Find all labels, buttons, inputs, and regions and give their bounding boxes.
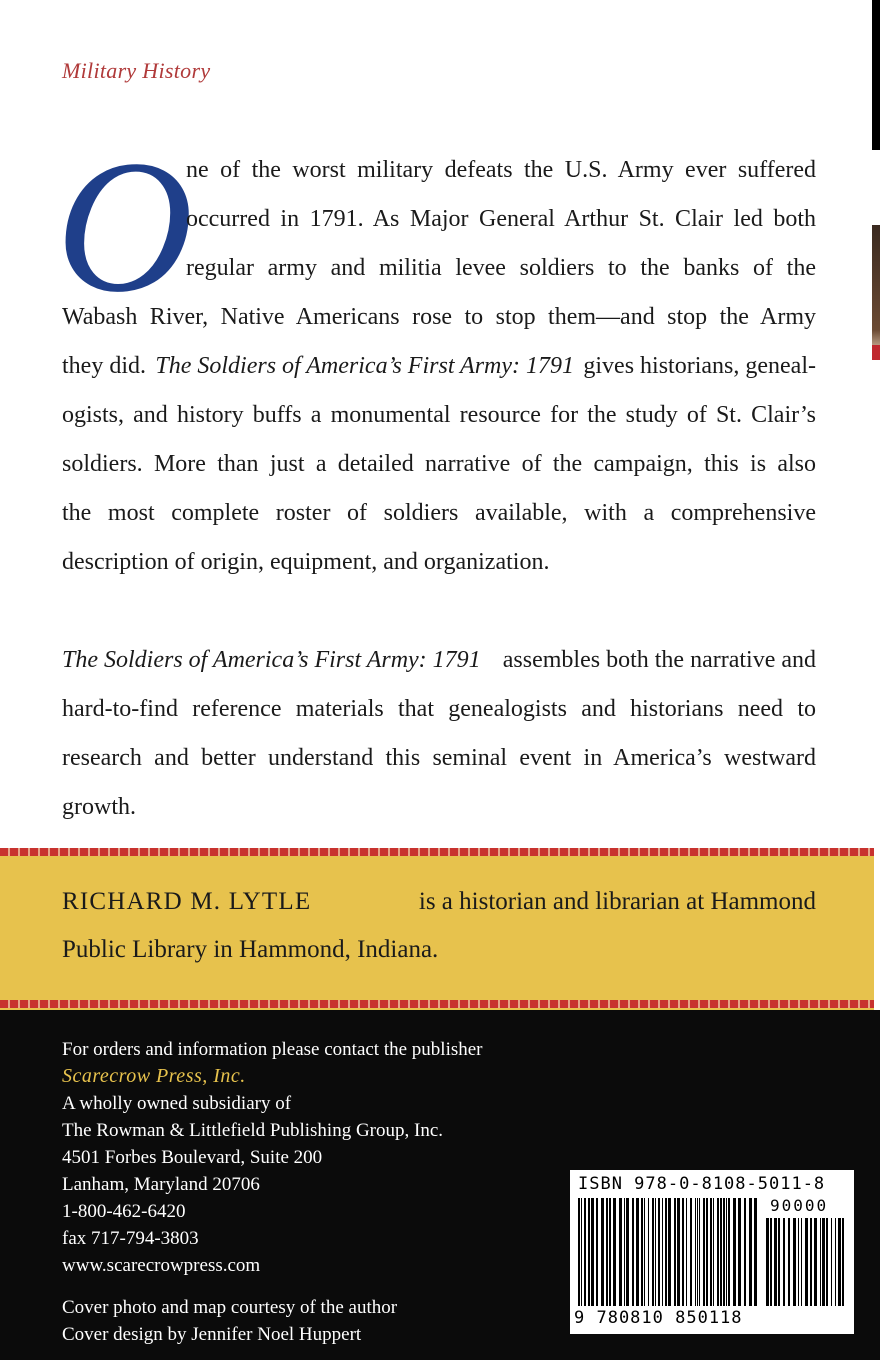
desc-fragment: assembles both the narrative and (502, 647, 816, 673)
barcode-bar (778, 1218, 780, 1306)
ean-digits: 9 780810 850118 (574, 1308, 743, 1328)
barcode-bar (744, 1198, 746, 1306)
barcode-bars-addon (766, 1218, 846, 1306)
desc-line: Wabash River, Native Americans rose to stop them—and stop the Army (62, 304, 816, 330)
desc-line: the most complete roster of soldiers available, with a comprehensive (62, 500, 816, 526)
barcode-bar (644, 1198, 645, 1306)
desc-line: soldiers. More than just a detailed narrative of the campaign, this is also (62, 451, 816, 477)
description-paragraph-2 (62, 636, 816, 832)
barcode-bar (788, 1218, 790, 1306)
isbn-label: ISBN 978-0-8108-5011-8 (578, 1174, 826, 1194)
barcode-bar (668, 1198, 671, 1306)
barcode-bar (581, 1198, 582, 1306)
barcode-bar (706, 1198, 708, 1306)
barcode-bar (674, 1198, 676, 1306)
publisher-fax: fax 717-794-3803 (62, 1228, 199, 1249)
publisher-line: 4501 Forbes Boulevard, Suite 200 (62, 1147, 323, 1168)
barcode-bar (717, 1198, 719, 1306)
desc-line: description of origin, equipment, and organization. (62, 549, 550, 575)
publisher-line: The Rowman & Littlefield Publishing Group, Inc. (62, 1120, 444, 1141)
publisher-phone: 1-800-462-6420 (62, 1201, 186, 1222)
barcode-bar (774, 1218, 777, 1306)
barcode-bar (609, 1198, 611, 1306)
barcode-bar (838, 1218, 841, 1306)
barcode-bar (770, 1218, 772, 1306)
barcode-bar (826, 1218, 828, 1306)
band-border-top (0, 848, 874, 856)
desc-line-mixed (62, 636, 816, 685)
barcode-bar (728, 1198, 730, 1306)
author-bio (62, 878, 816, 974)
barcode-bar (822, 1218, 825, 1306)
publisher-line: Lanham, Maryland 20706 (62, 1174, 260, 1195)
barcode-bar (652, 1198, 654, 1306)
barcode-bar (578, 1198, 580, 1306)
barcode-bar (686, 1198, 687, 1306)
barcode-bar (624, 1198, 625, 1306)
desc-line: growth. (62, 794, 136, 820)
barcode-bar (699, 1198, 700, 1306)
barcode-bar (588, 1198, 590, 1306)
barcode-bar (636, 1198, 639, 1306)
desc-line: ogists, and history buffs a monumental resource for the study of St. Clair’s (62, 402, 816, 428)
barcode-bars-main (578, 1198, 758, 1306)
barcode-bar (606, 1198, 608, 1306)
barcode-bar (798, 1218, 799, 1306)
barcode-bar (726, 1198, 727, 1306)
barcode-bar (626, 1198, 629, 1306)
barcode-bar (632, 1198, 634, 1306)
barcode-bar (842, 1218, 844, 1306)
publisher-intro: For orders and information please contact the publisher (62, 1039, 483, 1060)
barcode-bar (720, 1198, 722, 1306)
barcode-bar (677, 1198, 680, 1306)
barcode-bar (831, 1218, 832, 1306)
barcode-bar (738, 1198, 741, 1306)
barcode-bar (754, 1198, 757, 1306)
barcode-bar (648, 1198, 649, 1306)
author-line-1 (62, 878, 816, 926)
author-name: RICHARD M. LYTLE (62, 888, 312, 915)
barcode-bar (793, 1218, 796, 1306)
barcode-bar (601, 1198, 604, 1306)
desc-fragment: they did. (62, 353, 146, 379)
barcode-bar (619, 1198, 622, 1306)
drop-cap: O (56, 122, 194, 332)
desc-line-mixed (62, 342, 816, 391)
barcode-bar (655, 1198, 656, 1306)
barcode-bar (723, 1198, 725, 1306)
desc-fragment: gives historians, geneal- (583, 353, 816, 379)
desc-line: regular army and militia levee soldiers to the banks of the (186, 255, 816, 281)
barcode-bar (703, 1198, 705, 1306)
barcode-bar (658, 1198, 660, 1306)
barcode-bar (695, 1198, 696, 1306)
author-line-2: Public Library in Hammond, Indiana. (62, 936, 439, 963)
barcode-bar (697, 1198, 698, 1306)
barcode-bar (662, 1198, 663, 1306)
barcode-bar (766, 1218, 769, 1306)
desc-line: occurred in 1791. As Major General Arthur St. Clair led both (186, 206, 816, 232)
book-title-italic: The Soldiers of America’s First Army: 1791 (62, 647, 481, 673)
publisher-website: www.scarecrowpress.com (62, 1255, 261, 1276)
barcode-bar (690, 1198, 692, 1306)
barcode-bar (584, 1198, 586, 1306)
credit-line: Cover photo and map courtesy of the author (62, 1297, 398, 1318)
publisher-name: Scarecrow Press, Inc. (62, 1065, 246, 1087)
publisher-info (62, 1036, 483, 1279)
barcode-bar (682, 1198, 684, 1306)
cover-credits (62, 1294, 397, 1348)
barcode-bar (665, 1198, 667, 1306)
desc-line: research and better understand this seminal event in America’s westward (62, 745, 816, 771)
barcode-bar (713, 1198, 714, 1306)
barcode-bar (783, 1218, 785, 1306)
book-title-italic: The Soldiers of America’s First Army: 1791 (155, 353, 575, 379)
barcode-bar (596, 1198, 598, 1306)
barcode-bar (613, 1198, 616, 1306)
barcode (570, 1170, 854, 1334)
barcode-bar (749, 1198, 752, 1306)
barcode-bar (801, 1218, 802, 1306)
barcode-bar (733, 1198, 736, 1306)
barcode-bar (591, 1198, 594, 1306)
desc-line: hard-to-find reference materials that genealogists and historians need to (62, 696, 816, 722)
credit-line: Cover design by Jennifer Noel Huppert (62, 1324, 362, 1345)
author-bio-text: is a historian and librarian at Hammond (418, 888, 816, 915)
band-border-bottom (0, 1000, 874, 1008)
barcode-bar (820, 1218, 821, 1306)
barcode-addon-digits: 90000 (770, 1196, 829, 1215)
barcode-bar (710, 1198, 712, 1306)
barcode-bar (641, 1198, 643, 1306)
barcode-bar (835, 1218, 836, 1306)
barcode-bar (814, 1218, 817, 1306)
description-paragraph-1 (62, 146, 816, 587)
desc-line: ne of the worst military defeats the U.S. Army ever suffered (186, 157, 816, 183)
publisher-line: A wholly owned subsidiary of (62, 1093, 292, 1114)
genre-label: Military History (62, 58, 211, 83)
barcode-bar (810, 1218, 812, 1306)
barcode-bar (805, 1218, 808, 1306)
